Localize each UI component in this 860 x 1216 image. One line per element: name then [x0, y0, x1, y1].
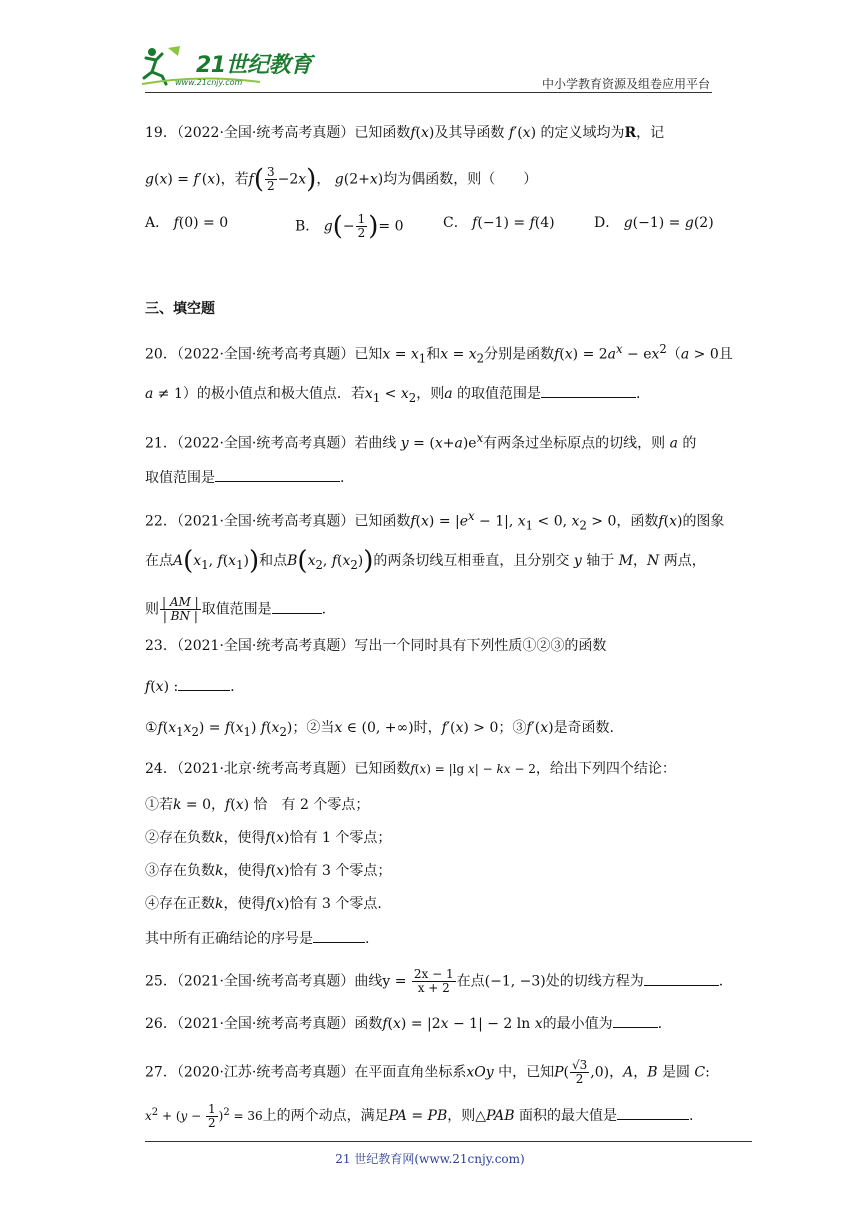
q22-line3: 则 $\frac{| AM |}{| BN |}$ 取值范围是 . [145, 595, 327, 623]
q23-line3: $①f(x_1x_2) = f(x_1)$ $f(x_2)$；②当x ∈ (0, +∞)时，f′(x) > 0；③f′(x)是奇函数. [145, 720, 615, 739]
q22-line2: 在点$A(x_1$, $f(x_1)$)和点$B(x_2$, $f(x_2)$)的两条切线互相垂直，且分别交 y 轴于 M，N 两点， [145, 546, 706, 576]
section-title: 三、填空题 [145, 301, 215, 317]
q24-statement4: ④存在正数k，使得f(x)恰有 3 个零点. [145, 896, 382, 912]
q25-line: 25．（2021·全国·统考高考真题）曲线y = $\frac{2x - 1}{x + 2}$ 在点(−1, −3)处的切线方程为 . [145, 967, 724, 995]
q24-statement1: ①若k = 0，f(x) 恰 有 2 个零点； [145, 797, 370, 813]
q22-line1: 22．（2021·全国·统考高考真题）已知函数$f(x) = |e^x - 1|$, $x_1 < 0$, $x_2 > 0$，函数f(x)的图象 [145, 509, 725, 533]
footer-divider [145, 1141, 752, 1142]
q19-line2: g(x) = f′(x)，若f( $\frac{3}{2}$ −2x)， g(2+x)均为偶函数，则（ ） [145, 164, 538, 195]
q23-line1: 23．（2021·全国·统考高考真题）写出一个同时具有下列性质①②③的函数 [145, 638, 607, 654]
q21-line2: 取值范围是 . [145, 467, 344, 488]
q27-line1: 27．（2020·江苏·统考高考真题）在平面直角坐标系xOy 中，已知P( $\frac{√3}{2}$ ,0)，A，B 是圆 C: [145, 1058, 710, 1086]
platform-title: 中小学教育资源及组卷应用平台 [541, 77, 710, 91]
footer-text: 21 世纪教育网(www.21cnjy.com) [335, 1152, 525, 1166]
q19-line1: 19．（2022·全国·统考高考真题）已知函数f(x)及其导函数 f′(x) 的定义域均为R，记 [145, 125, 665, 141]
logo-url: www.21cnjy.com [175, 78, 243, 87]
logo-text: 21世纪教育 [196, 53, 312, 78]
q20-line1: 20．（2022·全国·统考高考真题）已知$x = x_1$和$x = x_2$分别是函数$f(x) = 2a^x - ex^2(a > 0$且 [145, 342, 733, 366]
q21-line1: 21．（2022·全国·统考高考真题）若曲线 $y = (x+a)e^x$有两条过坐标原点的切线，则 a 的 [145, 431, 697, 452]
q23-line2: f(x) : ． [145, 676, 244, 697]
q24-statement2: ②存在负数k，使得f(x)恰有 1 个零点； [145, 830, 392, 846]
q26-line: 26．（2021·全国·统考高考真题）函数f(x) = |2x − 1| − 2 ln x的最小值为 . [145, 1013, 662, 1034]
header-divider [145, 92, 712, 93]
q24-line1: 24．（2021·北京·统考高考真题）已知函数f(x) = |lg x| − kx − 2，给出下列四个结论： [145, 761, 676, 777]
q27-line2: $x^2 + (y$ − $\frac{1}{2}$ )$^2$ = 36上的两个动点，满足PA = PB，则△PAB 面积的最大值是 . [145, 1102, 694, 1130]
q20-line2: a ≠ 1）的极小值点和极大值点．若$x_1 < x_2$，则a 的取值范围是 . [145, 383, 640, 408]
q24-statement3: ③存在负数k，使得f(x)恰有 3 个零点； [145, 863, 392, 879]
q24-conclusion: 其中所有正确结论的序号是 . [145, 928, 369, 949]
